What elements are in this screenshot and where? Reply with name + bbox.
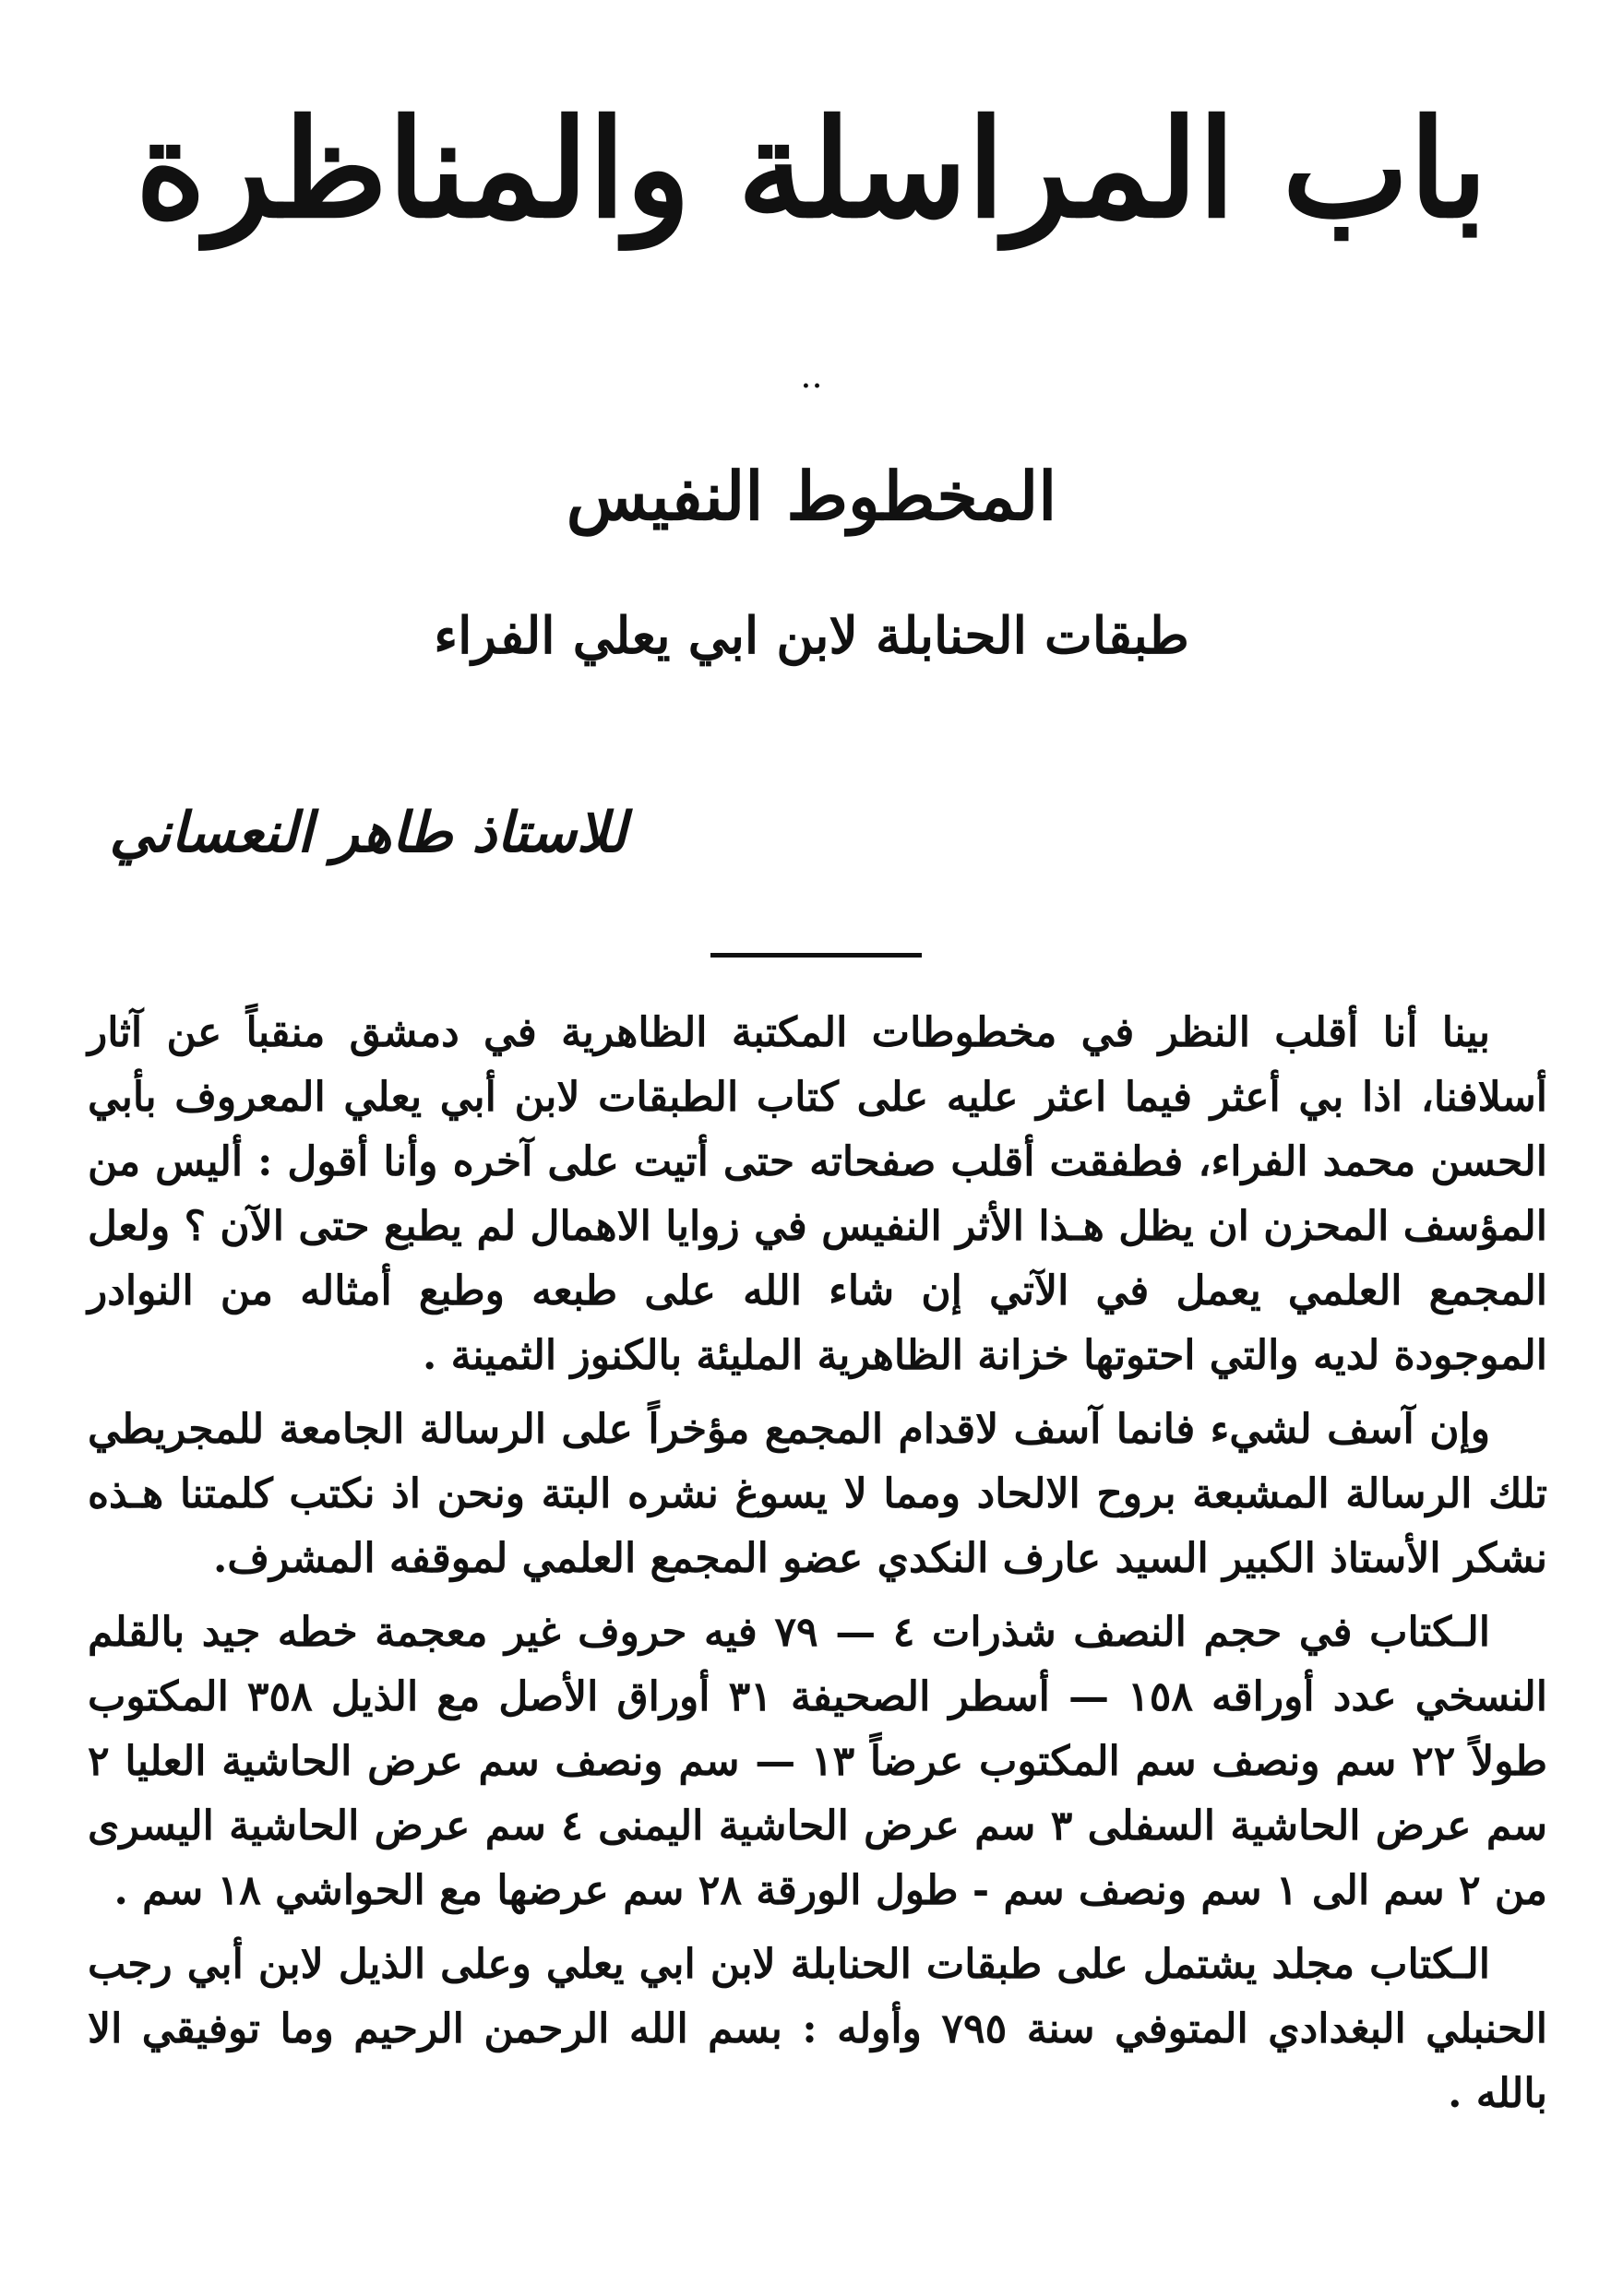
main-title: باب المراسلة والمناظرة xyxy=(135,90,1488,248)
paragraph-4: الـكتاب مجلد يشتمل على طبقات الحنابلة لابن ابي يعلي وعلى الذيل لابن أبي رجب الحنبلي البغدادي المتوفي سنة ٧٩٥ وأوله : بسم الله الرحمن الرحيم وما توفيقي الا بالله . xyxy=(88,1941,1548,2117)
book-title: طبقات الحنابلة لابن ابي يعلي الفراء xyxy=(434,605,1189,665)
author-line: للاستاذ طاهر النعساني xyxy=(109,801,627,865)
paragraph-3: الـكتاب في حجم النصف شذرات ٤ — ٧٩ فيه حروف غير معجمة خطه جيد بالقلم النسخي عدد أوراقه ١٥٨ — أسطر الصحيفة ٣١ أوراق الأصل مع الذيل ٣٥٨ المكتوب طولاً ٢٢ سم ونصف سم المكتوب عرضاً ١٣ — سم ونصف سم عرض الحاشية العليا ٢ سم عرض الحاشية السفلى ٣ سم عرض الحاشية اليمنى ٤ سم عرض الحاشية اليسرى من ٢ سم الى ١ سم ونصف سم - طول الورقة ٢٨ سم عرضها مع الحواشي ١٨ سم . xyxy=(88,1609,1547,1914)
title-separator-dots: .. xyxy=(800,355,823,396)
article-body xyxy=(88,1001,1547,2126)
paragraph-1: بينا أنا أقلب النظر في مخطوطات المكتبة الظاهرية في دمشق منقباً عن آثار أسلافنا، اذا بي أعثر فيما اعثر عليه على كتاب الطبقات لابن أبي يعلي المعروف بأبي الحسن محمد الفراء، فطفقت أقلب صفحاته حتى أتيت على آخره وأنا أقول : أليس من المؤسف المحزن ان يظل هـذا الأثر النفيس في زوايا الاهمال لم يطبع حتى الآن ؟ ولعل المجمع العلمي يعمل في الآتي إن شاء الله على طبعه وطبع أمثاله من النوادر الموجودة لديه والتي احتوتها خزانة الظاهرية المليئة بالكنوز الثمينة . xyxy=(88,1009,1547,1379)
horizontal-divider xyxy=(710,953,922,958)
subtitle: المخطوط النفيس xyxy=(566,457,1057,535)
paragraph-2: وإن آسف لشيء فانما آسف لاقدام المجمع مؤخراً على الرسالة الجامعة للمجريطي تلك الرسالة المشبعة بروح الالحاد ومما لا يسوغ نشره البتة ونحن اذ نكتب كلمتنا هـذه نشكر الأستاذ الكبير السيد عارف النكدي عضو المجمع العلمي لموقفه المشرف. xyxy=(88,1406,1547,1582)
